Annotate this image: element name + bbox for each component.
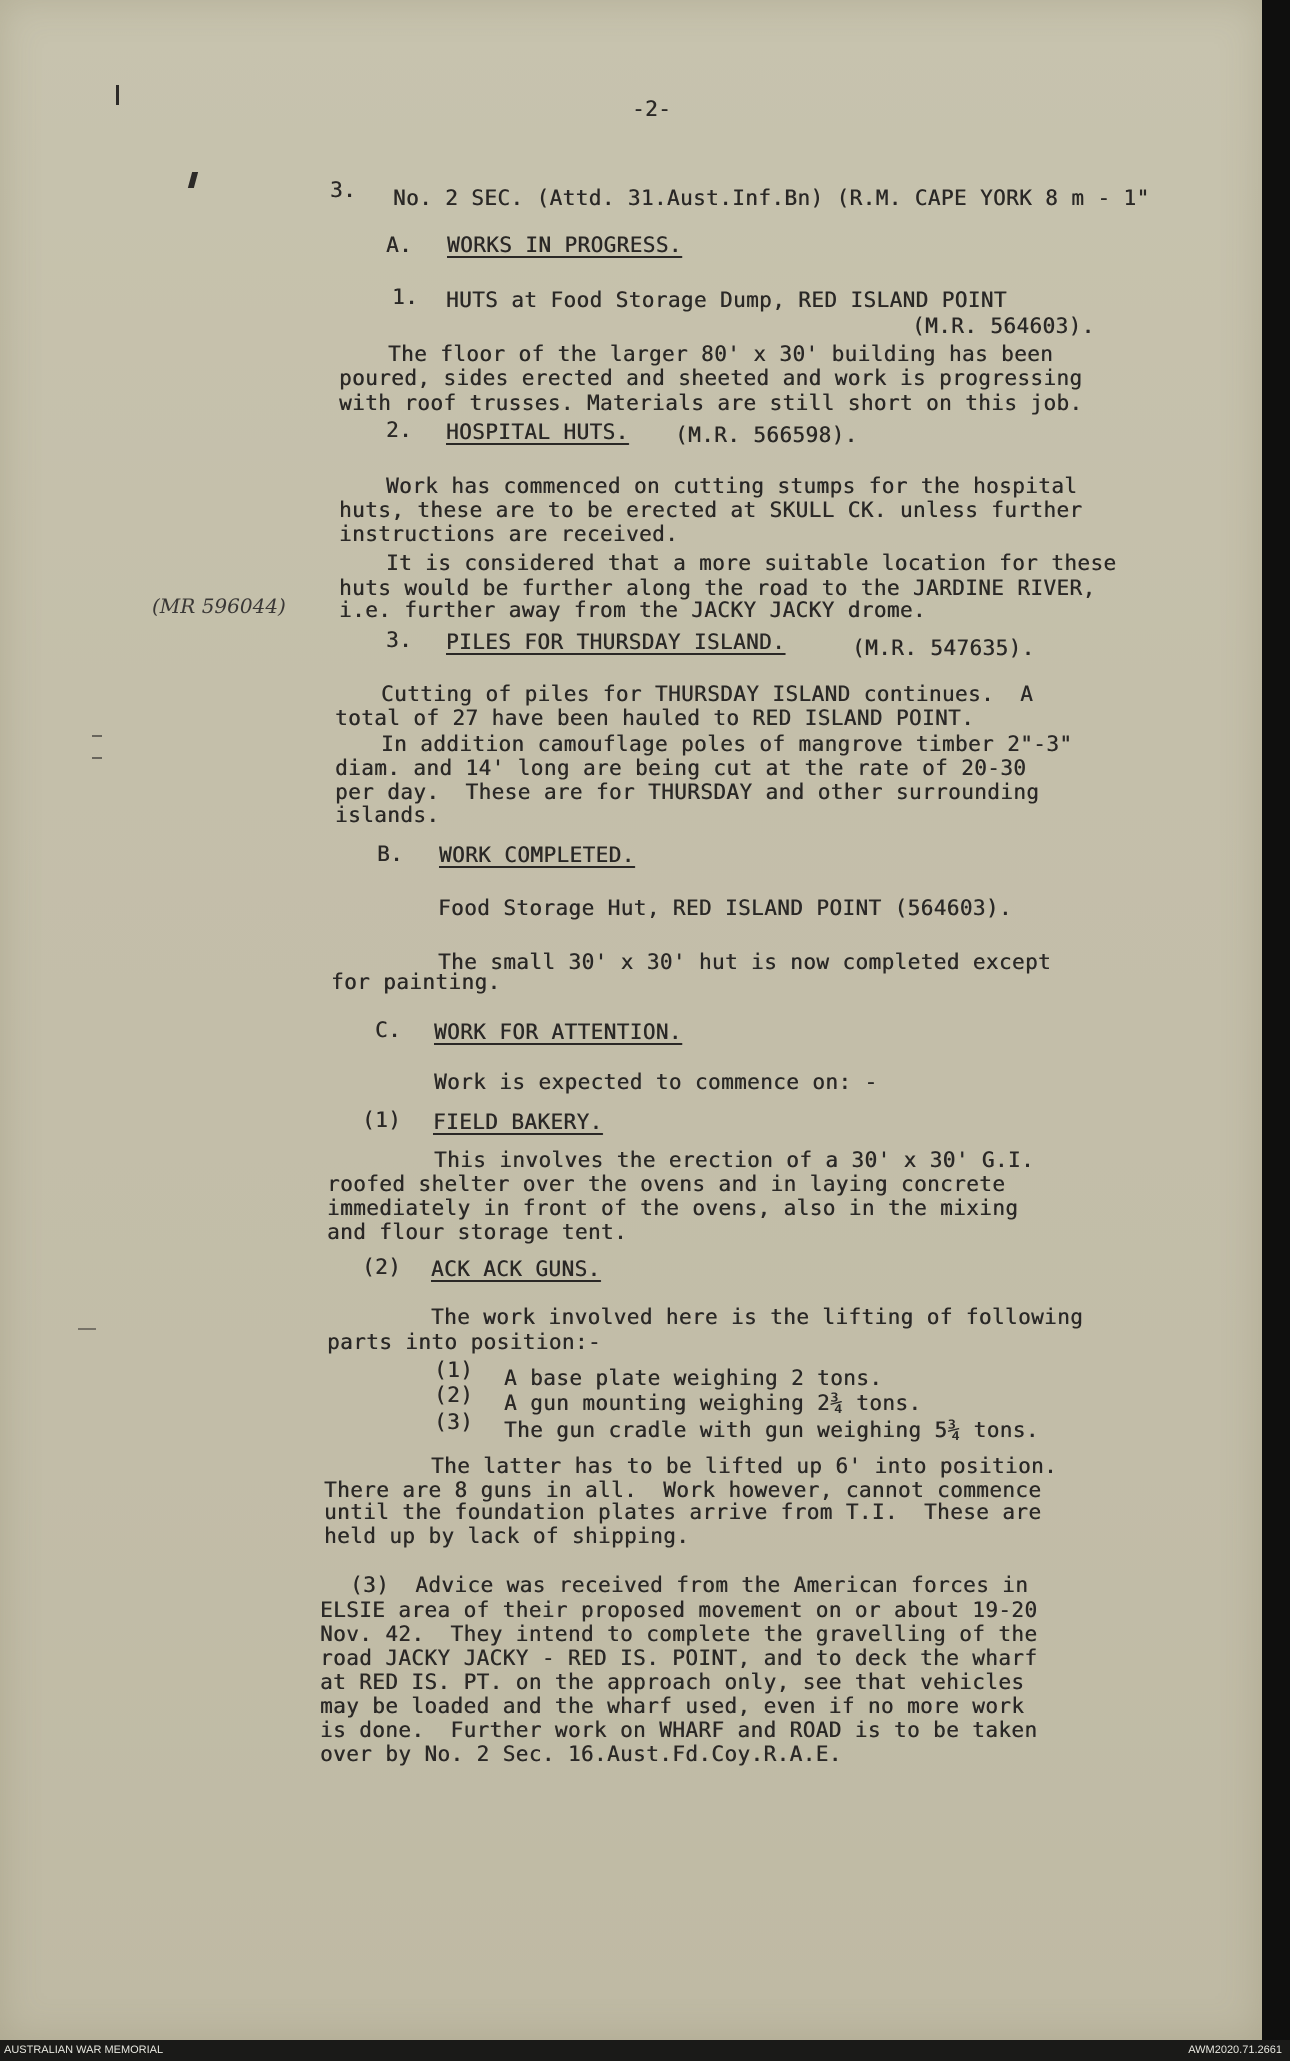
item-3-title: PILES FOR THURSDAY ISLAND. xyxy=(446,630,786,654)
item-1-line-2: poured, sides erected and sheeted and work is progressing xyxy=(339,366,1083,390)
subsection-b-para-line-1: The small 30' x 30' hut is now completed except xyxy=(438,950,1052,974)
c3-line-6: may be loaded and the wharf used, even if no more work xyxy=(320,1694,1025,1718)
c3-line-7: is done. Further work on WHARF and ROAD is to be taken xyxy=(320,1718,1038,1742)
c1-title: FIELD BAKERY. xyxy=(433,1110,603,1134)
item-2-para1-line-3: instructions are received. xyxy=(339,522,679,546)
item-3-para2-line-3: per day. These are for THURSDAY and other surrounding xyxy=(335,780,1040,804)
subsection-c-intro: Work is expected to commence on: - xyxy=(434,1070,878,1094)
item-2-para2-line-1: It is considered that a more suitable location for these xyxy=(386,551,1117,575)
item-1-line-3: with roof trusses. Materials are still short on this job. xyxy=(339,391,1083,415)
c3-line-4: road JACKY JACKY - RED IS. POINT, and to deck the wharf xyxy=(320,1646,1038,1670)
item-2-para2-line-2: huts would be further along the road to the JARDINE RIVER, xyxy=(339,576,1096,600)
item-2-para1-line-1: Work has commenced on cutting stumps for the hospital xyxy=(386,474,1078,498)
subsection-a-title: WORKS IN PROGRESS. xyxy=(447,233,682,257)
c2-part-2-number: (2) xyxy=(434,1383,474,1407)
item-1-title: HUTS at Food Storage Dump, RED ISLAND POINT xyxy=(446,288,1007,312)
subsection-b-para-line-2: for painting. xyxy=(331,970,501,994)
subsection-c-letter: C. xyxy=(375,1018,402,1042)
margin-mark-dash xyxy=(78,1328,96,1330)
footer-reference: AWM2020.71.2661 xyxy=(1188,2044,1282,2056)
c3-line-8: over by No. 2 Sec. 16.Aust.Fd.Coy.R.A.E. xyxy=(320,1742,842,1766)
section-number: 3. xyxy=(330,178,357,202)
item-3-para2-line-1: In addition camouflage poles of mangrove timber 2"-3" xyxy=(381,732,1073,756)
c2-part-3-number: (3) xyxy=(434,1410,474,1434)
c1-line-2: roofed shelter over the ovens and in laying concrete xyxy=(327,1172,1006,1196)
subsection-b-title: WORK COMPLETED. xyxy=(439,843,635,867)
archive-footer xyxy=(0,2040,1290,2061)
c1-line-3: immediately in front of the ovens, also in the mixing xyxy=(327,1196,1019,1220)
margin-mark-top xyxy=(116,85,119,105)
margin-mark-bracket xyxy=(92,735,102,737)
item-3-para2-line-2: diam. and 14' long are being cut at the rate of 20-30 xyxy=(335,756,1027,780)
subsection-c-title: WORK FOR ATTENTION. xyxy=(434,1020,682,1044)
margin-handwritten-note: (MR 596044) xyxy=(152,594,286,618)
item-3-number: 3. xyxy=(386,628,413,652)
item-2-title: HOSPITAL HUTS. xyxy=(446,420,629,444)
c3-line-2: ELSIE area of their proposed movement on or about 19-20 xyxy=(320,1598,1038,1622)
section-title: No. 2 SEC. (Attd. 31.Aust.Inf.Bn) (R.M. CAPE YORK 8 m - 1" xyxy=(393,186,1150,210)
c3-line-3: Nov. 42. They intend to complete the gravelling of the xyxy=(320,1622,1038,1646)
c2-after-line-4: held up by lack of shipping. xyxy=(324,1524,690,1548)
c2-intro-line-1: The work involved here is the lifting of following xyxy=(431,1305,1084,1329)
item-3-ref: (M.R. 547635). xyxy=(852,636,1035,660)
item-1-line-1: The floor of the larger 80' x 30' building has been xyxy=(388,342,1054,366)
c2-number: (2) xyxy=(362,1255,402,1279)
c2-after-line-2: There are 8 guns in all. Work however, cannot commence xyxy=(324,1478,1042,1502)
item-1-ref: (M.R. 564603). xyxy=(912,314,1095,338)
c2-part-1-number: (1) xyxy=(434,1358,474,1382)
c2-part-2-text: A gun mounting weighing 2¾ tons. xyxy=(504,1391,922,1415)
scan-edge xyxy=(1262,0,1290,2040)
c1-line-4: and flour storage tent. xyxy=(327,1220,627,1244)
subsection-a-letter: A. xyxy=(386,233,413,257)
item-2-para2-line-3: i.e. further away from the JACKY JACKY drome. xyxy=(339,598,926,622)
c3-line-5: at RED IS. PT. on the approach only, see that vehicles xyxy=(320,1670,1025,1694)
margin-mark-bracket-2 xyxy=(92,757,102,759)
item-2-ref: (M.R. 566598). xyxy=(675,423,858,447)
margin-mark-arrow xyxy=(188,172,198,188)
c2-intro-line-2: parts into position:- xyxy=(327,1330,601,1354)
item-3-para1-line-1: Cutting of piles for THURSDAY ISLAND continues. A xyxy=(381,682,1034,706)
c1-number: (1) xyxy=(362,1108,402,1132)
c2-after-line-3: until the foundation plates arrive from T.I. These are xyxy=(324,1500,1042,1524)
subsection-b-letter: B. xyxy=(377,842,404,866)
c1-line-1: This involves the erection of a 30' x 30' G.I. xyxy=(434,1148,1034,1172)
item-3-para1-line-2: total of 27 have been hauled to RED ISLAND POINT. xyxy=(335,706,975,730)
item-1-number: 1. xyxy=(392,285,419,309)
c2-title: ACK ACK GUNS. xyxy=(431,1257,601,1281)
c2-part-3-text: The gun cradle with gun weighing 5¾ tons. xyxy=(504,1418,1039,1442)
item-2-para1-line-2: huts, these are to be erected at SKULL CK. unless further xyxy=(339,498,1083,522)
page-number: -2- xyxy=(632,97,672,121)
subsection-b-line-1: Food Storage Hut, RED ISLAND POINT (564603). xyxy=(438,896,1012,920)
c3-line-1: (3) Advice was received from the American forces in xyxy=(350,1573,1029,1597)
item-2-number: 2. xyxy=(386,418,413,442)
c2-after-line-1: The latter has to be lifted up 6' into position. xyxy=(431,1454,1058,1478)
footer-institution: AUSTRALIAN WAR MEMORIAL xyxy=(4,2044,164,2056)
c2-part-1-text: A base plate weighing 2 tons. xyxy=(504,1366,883,1390)
item-3-para2-line-4: islands. xyxy=(335,803,440,827)
